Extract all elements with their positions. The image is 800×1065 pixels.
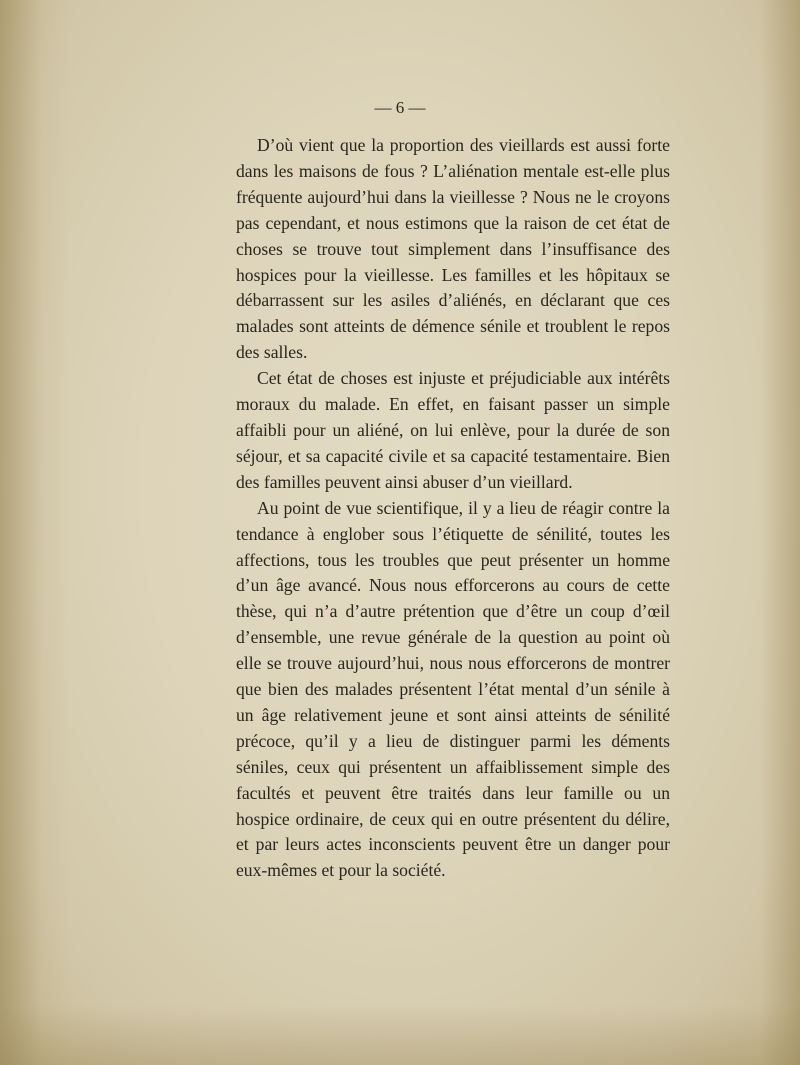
paragraph-2: Cet état de choses est injuste et préjudiciable aux intérêts moraux du malade. En effet, en faisant passer un simple affaibli pour un aliéné, on lui enlève, pour la durée de son séjour, et sa capacité civile et sa capacité testamentaire. Bien des familles peuvent ainsi abuser d’un vieillard.	[236, 368, 670, 492]
page-number: — 6 —	[374, 98, 426, 117]
paragraph-3: Au point de vue scientifique, il y a lieu de réagir contre la tendance à englober sous l’étiquette de sénilité, toutes les affections, tous les troubles que peut présenter un homme d’un âge avancé. Nous nous efforcerons au cours de cette thèse, qui n’a d’autre prétention que d’être un coup d’œil d’ensemble, une revue générale de la question au point où elle se trouve aujourd’hui, nous nous efforcerons de montrer que bien des malades présentent l’état mental d’un sénile à un âge relativement jeune et sont ainsi atteints de sénilité précoce, qu’il y a lieu de distinguer parmi les déments séniles, ceux qui présentent un affaiblissement simple des facultés et peuvent être traités dans leur famille ou un hospice ordinaire, de ceux qui en outre présentent du délire, et par leurs actes inconscients peuvent être un danger pour eux-mêmes et pour la société.	[236, 497, 670, 881]
page-edge-shadow-left	[0, 0, 70, 1065]
page-edge-shadow-bottom	[0, 1005, 800, 1065]
paragraph-1: D’où vient que la proportion des vieillards est aussi forte dans les maisons de fous ? L’aliénation mentale est-elle plus fréquente aujourd’hui dans la vieillesse ? Nous ne le croyons pas cependant, et nous estimons que la raison de cet état de choses se trouve tout simplement dans l’insuffisance des hospices pour la vieillesse. Les familles et les hôpitaux se débarrassent sur les asiles d’aliénés, en déclarant que ces malades sont atteints de démence sénile et troublent le repos des salles.	[236, 135, 670, 363]
body-text	[236, 133, 670, 884]
page-edge-shadow-right	[760, 0, 800, 1065]
